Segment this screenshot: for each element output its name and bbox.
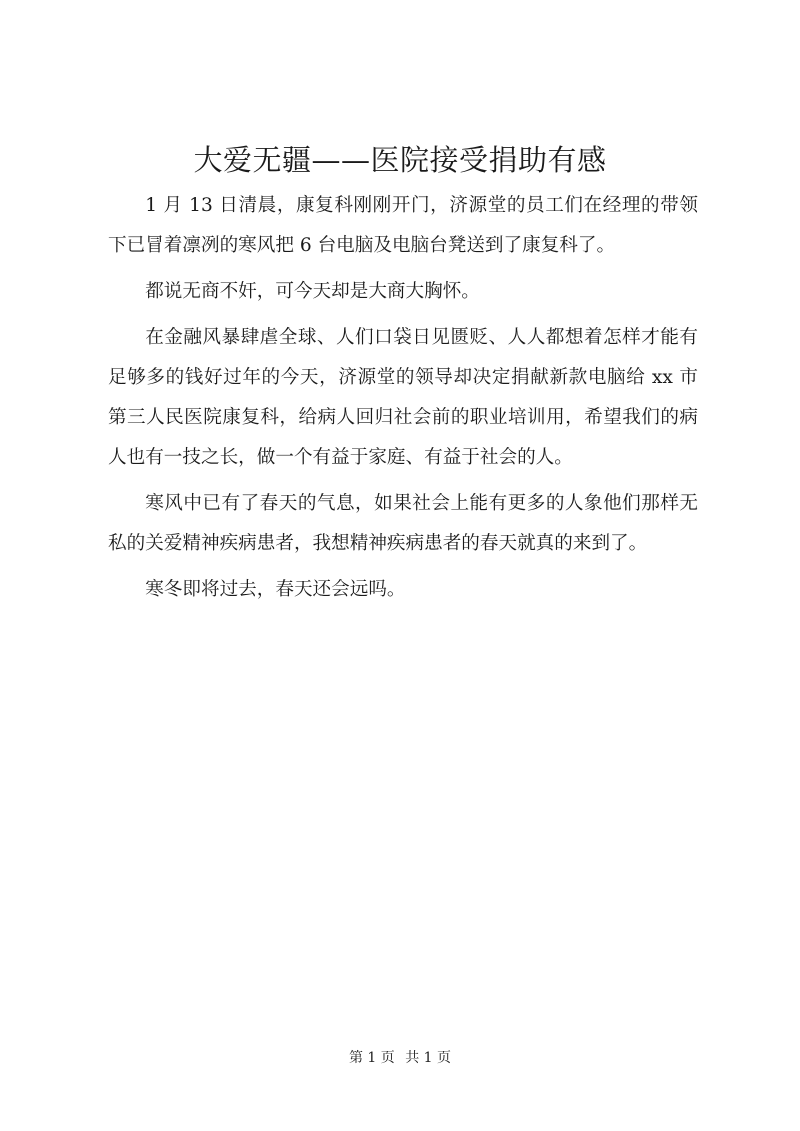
- page-footer: [0, 1048, 800, 1068]
- page-number: 第 1 页: [348, 1050, 395, 1066]
- paragraph-5: 寒冬即将过去，春天还会远吗。: [145, 579, 406, 600]
- paragraph-2: 都说无商不奸，可今天却是大商大胸怀。: [145, 281, 480, 302]
- paragraph-3: 在金融风暴肆虐全球、人们口袋日见匮贬、人人都想着怎样才能有足够多的钱好过年的今天，济源堂的领导却决定捐献新款电脑给 xx 市第三人民医院康复科，给病人回归社会前的职业培训用，希望我们的病人也有一技之长，做一个有益于家庭、有益于社会的人。: [108, 327, 698, 468]
- document-body: [108, 186, 698, 616]
- paragraph-1: 1 月 13 日清晨，康复科刚刚开门，济源堂的员工们在经理的带领下已冒着凛冽的寒风把 6 台电脑及电脑台凳送到了康复科了。: [108, 195, 698, 256]
- document-title: 大爱无疆——医院接受捐助有感: [193, 143, 607, 177]
- paragraph-4: 寒风中已有了春天的气息，如果社会上能有更多的人象他们那样无私的关爱精神疾病患者，我想精神疾病患者的春天就真的来到了。: [108, 493, 698, 554]
- page-total: 共 1 页: [405, 1050, 452, 1066]
